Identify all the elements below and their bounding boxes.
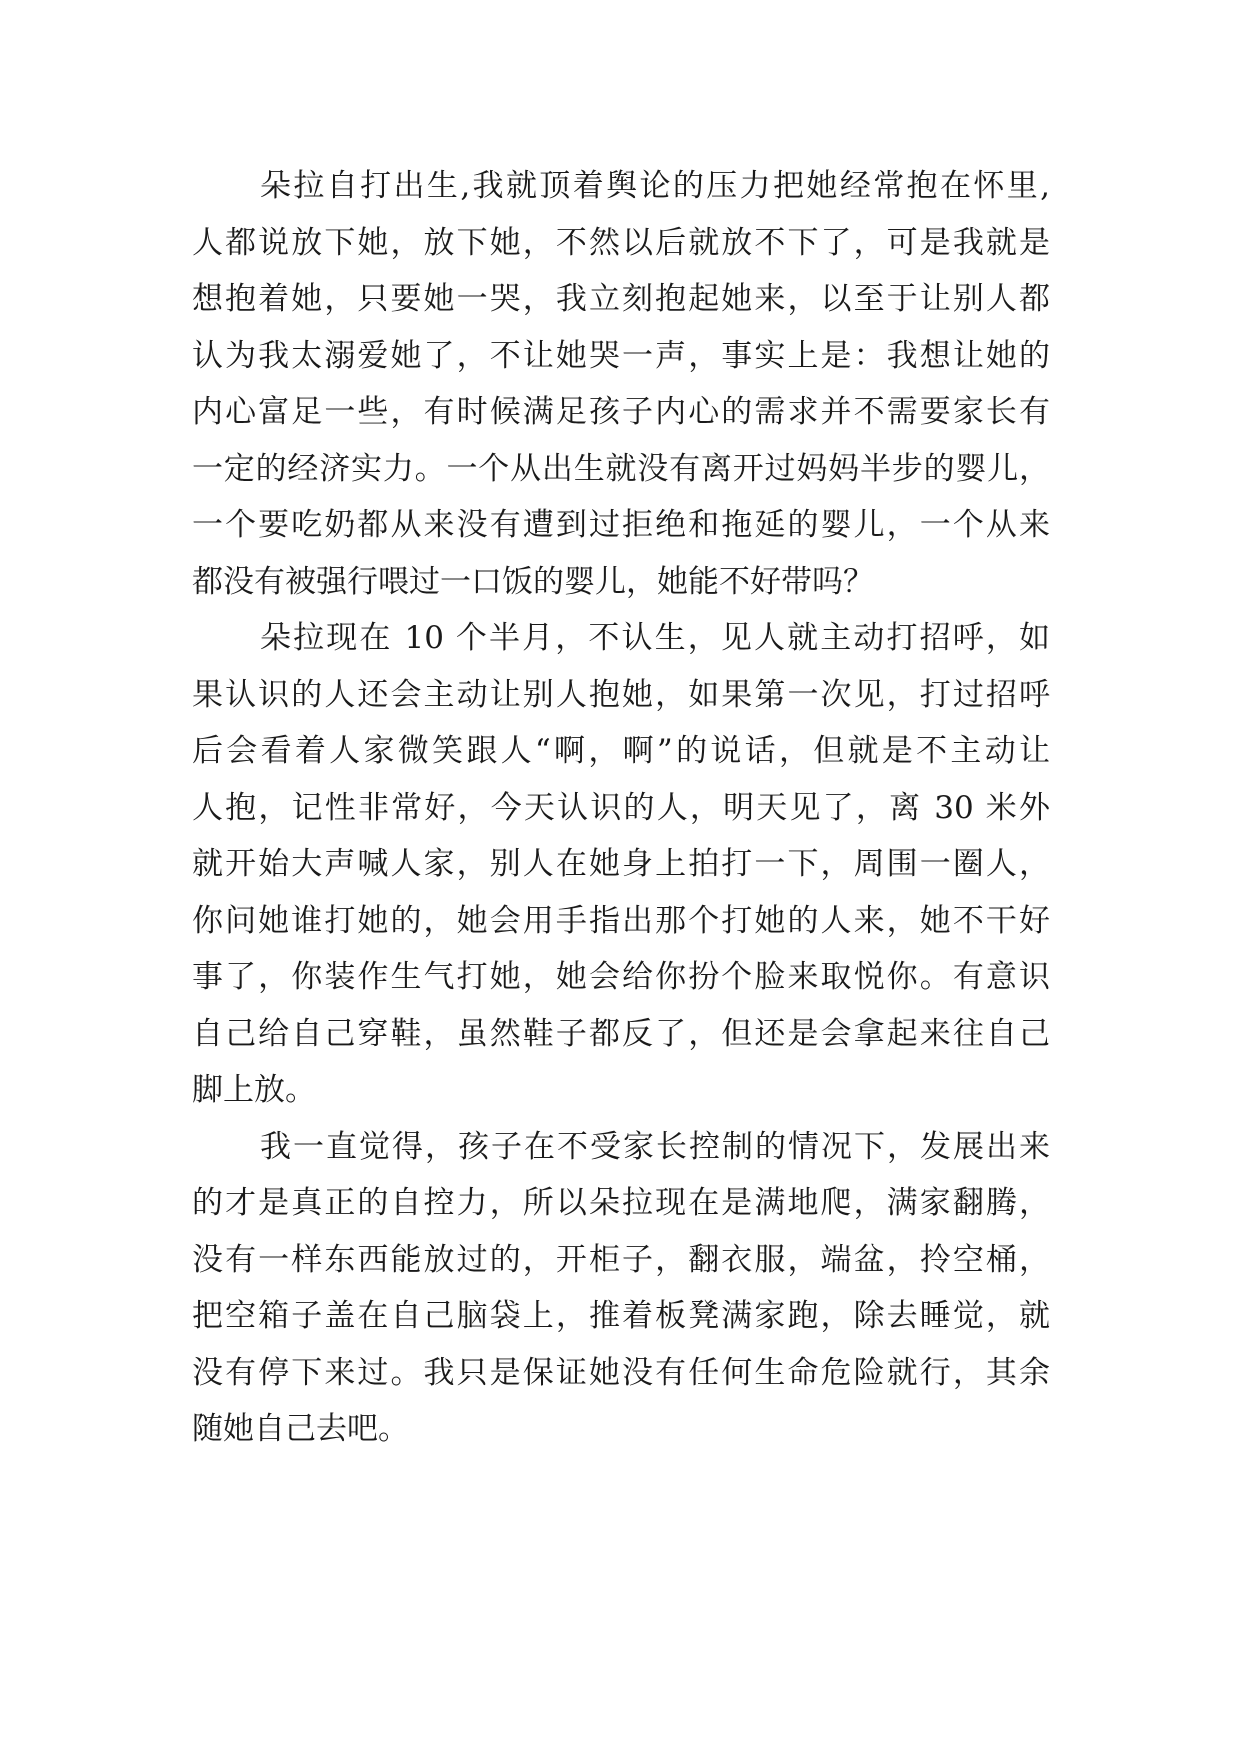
paragraph-3-line-4: 把空箱子盖在自己脑袋上，推着板凳满家跑，除去睡觉，就: [192, 1298, 1050, 1334]
paragraph-1-line-3: 想抱着她，只要她一哭，我立刻抱起她来，以至于让别人都: [192, 281, 1050, 317]
paragraph-1-line-8: 都没有被强行喂过一口饭的婴儿，她能不好带吗？: [192, 563, 874, 600]
paragraph-2-line-6: 你问她谁打她的，她会用手指出那个打她的人来，她不干好: [192, 902, 1050, 939]
paragraph-3-line-6: 随她自己去吧。: [192, 1411, 409, 1447]
paragraph-3-line-1: 我一直觉得，孩子在不受家长控制的情况下，发展出来: [260, 1128, 1050, 1165]
paragraph-1-line-1: 朵拉自打出生,我就顶着舆论的压力把她经常抱在怀里,: [260, 168, 1050, 204]
paragraph-2-line-9: 脚上放。: [192, 1072, 316, 1108]
paragraph-1-line-7: 一个要吃奶都从来没有遭到过拒绝和拖延的婴儿，一个从来: [192, 507, 1050, 543]
paragraph-1-line-4: 认为我太溺爱她了，不让她哭一声，事实上是：我想让她的: [192, 337, 1050, 374]
paragraph-2-line-4: 人抱，记性非常好，今天认识的人，明天见了，离 30 米外: [192, 789, 1050, 826]
paragraph-2-line-1: 朵拉现在 10 个半月，不认生，见人就主动打招呼，如: [260, 620, 1050, 656]
paragraph-3-line-5: 没有停下来过。我只是保证她没有任何生命危险就行，其余: [192, 1354, 1050, 1391]
paragraph-2-line-5: 就开始大声喊人家，别人在她身上拍打一下，周围一圈人，: [192, 846, 1050, 882]
paragraph-1-line-5: 内心富足一些，有时候满足孩子内心的需求并不需要家长有: [192, 394, 1050, 430]
paragraph-1-line-6: 一定的经济实力。一个从出生就没有离开过妈妈半步的婴儿，: [192, 450, 1050, 487]
paragraph-1-line-2: 人都说放下她，放下她，不然以后就放不下了，可是我就是: [192, 224, 1050, 261]
paragraph-3-line-2: 的才是真正的自控力，所以朵拉现在是满地爬，满家翻腾，: [192, 1185, 1050, 1221]
paragraph-2-line-8: 自己给自己穿鞋，虽然鞋子都反了，但还是会拿起来往自己: [192, 1015, 1050, 1052]
paragraph-2-line-2: 果认识的人还会主动让别人抱她，如果第一次见，打过招呼: [192, 676, 1050, 713]
document-body: [192, 158, 1050, 1458]
paragraph-2-line-3: 后会看着人家微笑跟人“啊，啊”的说话，但就是不主动让: [192, 733, 1050, 769]
paragraph-3-line-3: 没有一样东西能放过的，开柜子，翻衣服，端盆，拎空桶，: [192, 1241, 1050, 1278]
paragraph-2-line-7: 事了，你装作生气打她，她会给你扮个脸来取悦你。有意识: [192, 959, 1050, 995]
